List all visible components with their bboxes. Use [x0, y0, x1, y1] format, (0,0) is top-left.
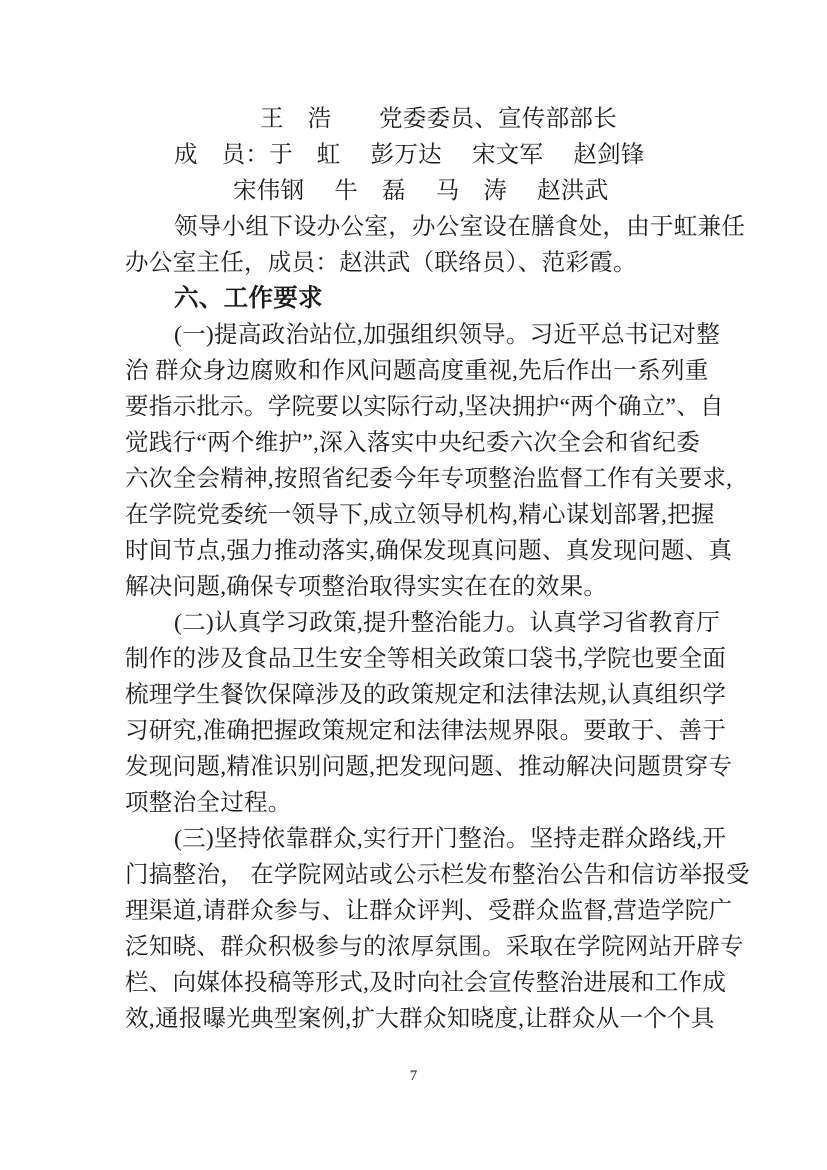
- text-line-para1-start: (一)提高政治站位,加强组织领导。习近平总书记对整: [174, 322, 721, 348]
- text-line: 治 群众身边腐败和作风问题高度重视,先后作出一系列重: [125, 358, 709, 384]
- text-line: 习研究,准确把握政策规定和法律法规界限。要敢于、善于: [125, 718, 727, 744]
- text-line: 泛知晓、群众积极参与的浓厚氛围。采取在学院网站开辟专: [125, 934, 744, 960]
- text-line: 制作的涉及食品卫生安全等相关政策口袋书,学院也要全面: [125, 646, 727, 672]
- text-line: 办公室主任，成员：赵洪武（联络员）、范彩霞。: [125, 250, 637, 276]
- text-column: [125, 101, 750, 1037]
- text-line: 解决问题,确保专项整治取得实实在在的效果。: [125, 574, 608, 600]
- page-number: 7: [409, 1068, 418, 1084]
- text-line-members-row1: 成 员：于 虹 彭万达 宋文军 赵剑锋: [174, 142, 645, 168]
- text-line: 门搞整治， 在学院网站或公示栏发布整治公告和信访举报受: [125, 862, 750, 888]
- text-line: 时间节点,强力推动落实,确保发现真问题、真发现问题、真: [125, 538, 733, 564]
- text-line: 效,通报曝光典型案例,扩大群众知晓度,让群众从一个个具: [125, 1006, 715, 1032]
- text-line: 觉践行“两个维护”,深入落实中央纪委六次全会和省纪委: [125, 430, 701, 456]
- text-line: 梳理学生餐饮保障涉及的政策规定和法律法规,认真组织学: [125, 682, 727, 708]
- text-line: 要指示批示。学院要以实际行动,坚决拥护“两个确立”、自: [125, 394, 724, 420]
- text-line-para2-start: (二)认真学习政策,提升整治能力。认真学习省教育厅: [174, 610, 721, 636]
- text-line: 六次全会精神,按照省纪委今年专项整治监督工作有关要求,: [125, 466, 733, 492]
- text-line-para3-start: (三)坚持依靠群众,实行开门整治。坚持走群众路线,开: [174, 826, 727, 852]
- text-line-member-wang-hao: 王 浩 党委委员、宣传部部长: [260, 106, 617, 132]
- text-line: 发现问题,精准识别问题,把发现问题、推动解决问题贯穿专: [125, 754, 733, 780]
- text-line-members-row2: 宋伟钢 牛 磊 马 涛 赵洪武: [233, 178, 609, 204]
- text-line: 领导小组下设办公室，办公室设在膳食处，由于虹兼任: [174, 214, 746, 240]
- text-line: 项整治全过程。: [125, 790, 292, 816]
- section-heading-work-requirements: 六、工作要求: [174, 285, 323, 312]
- text-line: 理渠道,请群众参与、让群众评判、受群众监督,营造学院广: [125, 898, 733, 924]
- text-line: 在学院党委统一领导下,成立领导机构,精心谋划部署,把握: [125, 502, 715, 528]
- text-line: 栏、向媒体投稿等形式,及时向社会宣传整治进展和工作成: [125, 970, 727, 996]
